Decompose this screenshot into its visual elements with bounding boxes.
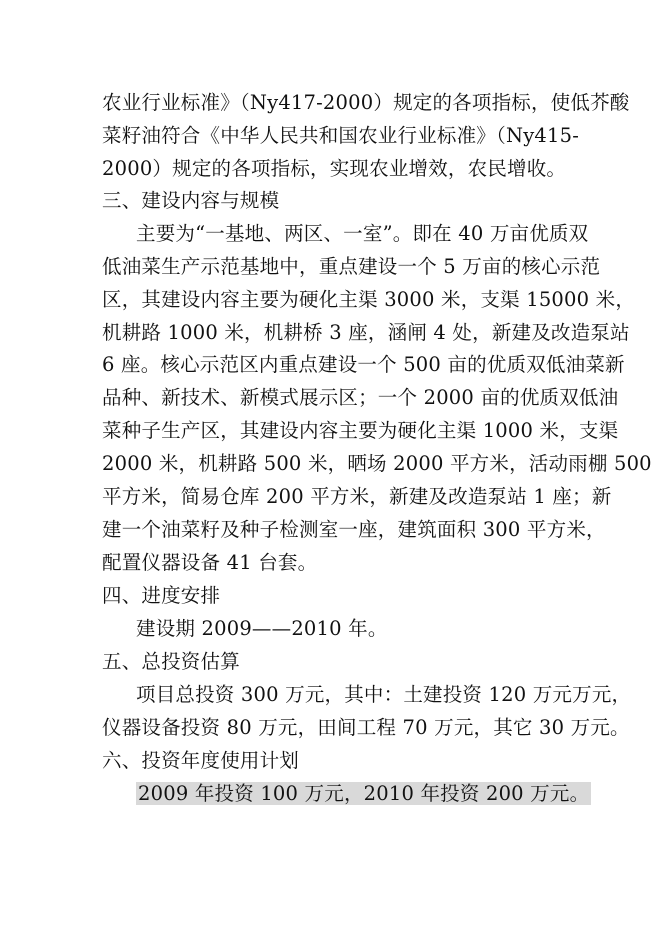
section-heading: 四、进度安排 <box>102 584 221 607</box>
paragraph-line: 建一个油菜籽及种子检测室一座，建筑面积 300 平方米， <box>102 518 606 541</box>
paragraph-line: 菜种子生产区，其建设内容主要为硬化主渠 1000 米，支渠 <box>102 419 619 442</box>
paragraph-line: 6 座。核心示范区内重点建设一个 500 亩的优质双低油菜新 <box>102 353 625 376</box>
paragraph-line: 2000）规定的各项指标，实现农业增效，农民增收。 <box>102 157 567 180</box>
paragraph-line: 项目总投资 300 万元，其中：土建投资 120 万元万元， <box>136 683 632 706</box>
section-heading: 五、总投资估算 <box>102 650 240 673</box>
paragraph-line: 机耕路 1000 米，机耕桥 3 座，涵闸 4 处，新建及改造泵站 <box>102 321 630 344</box>
paragraph-line: 菜籽油符合《中华人民共和国农业行业标准》（Ny415- <box>102 124 580 147</box>
paragraph-line: 仪器设备投资 80 万元，田间工程 70 万元，其它 30 万元。 <box>102 716 630 739</box>
paragraph-line: 低油菜生产示范基地中，重点建设一个 5 万亩的核心示范 <box>102 255 601 278</box>
paragraph-line: 2000 米，机耕路 500 米，晒场 2000 平方米，活动雨棚 500 <box>102 452 652 475</box>
paragraph-line: 配置仪器设备 41 台套。 <box>102 551 318 574</box>
section-heading: 六、投资年度使用计划 <box>102 749 300 772</box>
paragraph-line: 品种、新技术、新模式展示区；一个 2000 亩的优质双低油 <box>102 386 619 409</box>
section-heading: 三、建设内容与规模 <box>102 189 280 212</box>
paragraph-line: 主要为“一基地、两区、一室”。即在 40 万亩优质双 <box>136 222 589 245</box>
text-highlight: 2009 年投资 100 万元，2010 年投资 200 万元。 <box>138 782 590 805</box>
paragraph-line: 平方米，简易仓库 200 平方米，新建及改造泵站 1 座；新 <box>102 485 612 508</box>
paragraph-line: 区，其建设内容主要为硬化主渠 3000 米，支渠 15000 米， <box>102 288 636 311</box>
paragraph-line: 建设期 2009——2010 年。 <box>136 617 388 640</box>
highlighted-line <box>136 782 591 806</box>
paragraph-line: 农业行业标准》（Ny417-2000）规定的各项指标，使低芥酸 <box>102 91 630 114</box>
